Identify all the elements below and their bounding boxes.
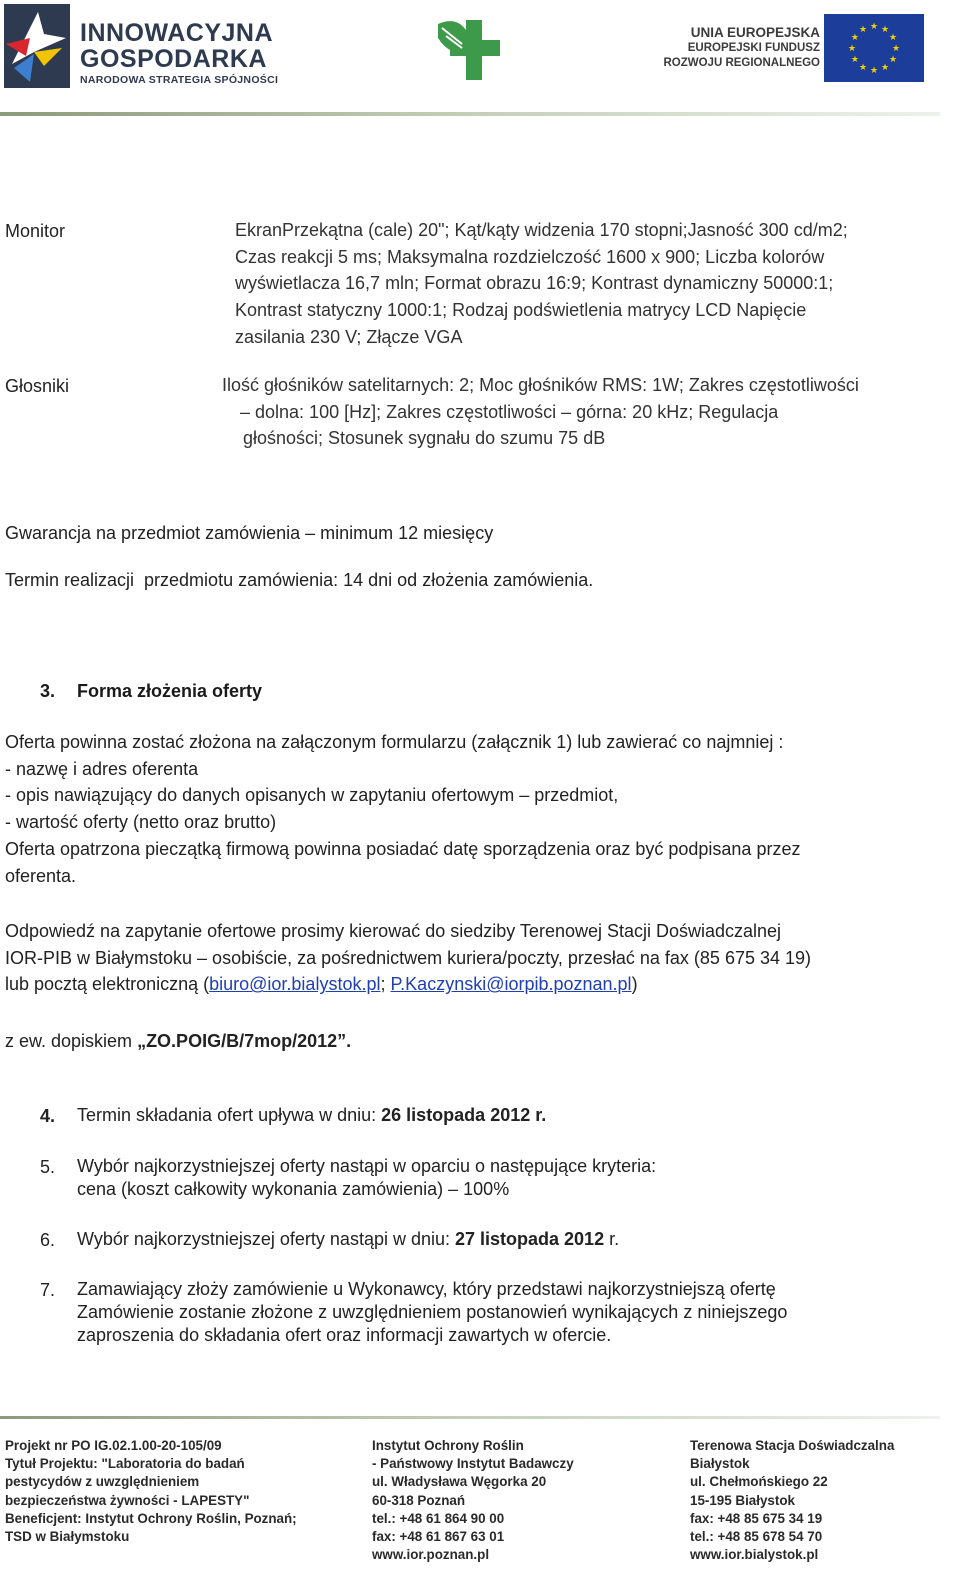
offer-line: oferenta. [5,865,77,886]
footer-line: 60-318 Poznań [372,1492,466,1508]
eu-star-icon: ★ [850,54,859,64]
eu-star-icon: ★ [880,62,890,73]
item-7-line: Zamawiający złoży zamówienie u Wykonawcy, który przedstawi najkorzystniejszą ofertę [77,1279,776,1299]
eu-flag-icon [824,14,924,82]
item-5-number: 5. [40,1157,56,1177]
footer-tsd-address [690,1437,950,1564]
footer-line: ul. Chełmońskiego 22 [690,1474,828,1490]
footer-line: Projekt nr PO IG.02.1.00-20-105/09 [5,1438,222,1453]
warranty-text: Gwarancja na przedmiot zamówienia – minimum 12 miesięcy [5,523,494,543]
item-7-line: Zamówienie zostanie złożone z uwzględnieniem postanowień wynikających z niniejszego [77,1302,788,1322]
footer-line: Białystok [690,1456,750,1472]
section-3-number: 3. [40,681,56,701]
eu-star-icon: ★ [858,62,868,73]
email-separator: ; [380,974,391,995]
item-4-text [77,1104,546,1127]
deadline-text: Termin realizacji przedmiotu zamówienia: 14 dni od złożenia zamówienia. [5,570,594,590]
reply-line: IOR-PIB w Białymstoku – osobiście, za pośrednictwem kuriera/poczty, przesłać na fax (85 675 34 19) [5,947,812,968]
eu-fund-line: EUROPEJSKI FUNDUSZ [687,42,820,54]
speakers-label: Głosniki [5,376,70,396]
monitor-spec [235,217,945,351]
item-5-text [77,1155,656,1201]
footer-line: Instytut Ochrony Roślin [372,1438,524,1453]
item-5-line: Wybór najkorzystniejszej oferty nastąpi w oparciu o następujące kryteria: [77,1156,657,1176]
monitor-spec-line: Kontrast statyczny 1000:1; Rodzaj podświetlenia matrycy LCD Napięcie [235,300,807,321]
speakers-spec-line: Ilość głośników satelitarnych: 2; Moc głośników RMS: 1W; Zakres częstotliwości [222,375,859,395]
footer-line: - Państwowy Instytut Badawczy [372,1456,574,1472]
monitor-spec-line: wyświetlacza 16,7 mln; Format obrazu 16:9; Kontrast dynamiczny 50000:1; [235,273,834,294]
footer-line: tel.: +48 85 678 54 70 [690,1529,823,1545]
speakers-spec [222,372,952,452]
footer-line: 15-195 Białystok [690,1492,795,1508]
ig-title-line1: INNOWACYJNA [80,19,274,47]
reply-close: ) [631,974,638,995]
footer-line: TSD w Białymstoku [5,1529,130,1545]
eu-star-icon: ★ [858,23,868,34]
footer-website[interactable]: www.ior.bialystok.pl [690,1547,819,1563]
section-3-title: Forma złożenia oferty [77,681,263,701]
footer-line: Terenowa Stacja Doświadczalna [690,1438,895,1453]
item-6-date: 27 listopada 2012 [455,1229,605,1249]
offer-form-paragraph [5,729,945,889]
ior-cross-logo-icon [432,14,504,86]
item-4-number: 4. [40,1106,56,1126]
reference-code: „ZO.POIG/B/7mop/2012”. [137,1031,352,1051]
footer-line: bezpieczeństwa żywności - LAPESTY" [5,1492,250,1508]
footer-divider [0,1416,940,1419]
monitor-spec-line: Czas reakcji 5 ms; Maksymalna rozdzielczość 1600 x 900; Liczba kolorów [235,246,825,267]
eu-star-icon: ★ [847,43,857,53]
footer-line: Tytuł Projektu: "Laboratoria do badań [5,1456,245,1472]
reply-line-prefix: lub pocztą elektroniczną ( [5,974,210,995]
speakers-spec-line: – dolna: 100 [Hz]; Zakres częstotliwości – górna: 20 kHz; Regulacja [240,401,779,422]
offer-line: - opis nawiązujący do danych opisanych w zapytaniu ofertowym – przedmiot, [5,785,619,806]
item-4-date: 26 listopada 2012 r. [381,1105,547,1125]
document-header [0,0,960,120]
eu-title: UNIA EUROPEJSKA [690,25,820,40]
item-5-line: cena (koszt całkowity wykonania zamówienia) – 100% [77,1179,510,1199]
reply-line: Odpowiedź na zapytanie ofertowe prosimy kierować do siedziby Terenowej Stacji Doświadczalnej [5,921,782,941]
reply-line-emails [5,971,945,998]
footer-line: fax: +48 85 675 34 19 [690,1510,823,1526]
reference-line [5,1031,351,1052]
eu-text-block [640,24,820,71]
footer-line: pestycydów z uwzględnieniem [5,1474,200,1490]
eu-star-icon: ★ [889,54,898,64]
item-7-line: zaproszenia do składania ofert oraz informacji zawartych w ofercie. [77,1325,612,1345]
eu-star-icon: ★ [891,43,901,53]
item-4-label: Termin składania ofert upływa w dniu: [77,1105,382,1125]
item-7-text [77,1278,787,1347]
speakers-spec-line: głośności; Stosunek sygnału do szumu 75 dB [243,428,606,449]
ig-subtitle: NARODOWA STRATEGIA SPÓJNOŚCI [80,74,279,86]
item-7-number: 7. [40,1280,56,1300]
header-divider [0,112,940,116]
footer-line: tel.: +48 61 864 90 00 [372,1510,505,1526]
eu-star-icon: ★ [880,23,890,34]
offer-line: - wartość oferty (netto oraz brutto) [5,812,277,833]
footer-website[interactable]: www.ior.poznan.pl [372,1547,490,1563]
item-6-label: Wybór najkorzystniejszej oferty nastąpi w dniu: [77,1229,455,1249]
reference-prefix: z ew. dopiskiem [5,1031,138,1051]
item-6-suffix: r. [604,1229,620,1249]
ig-title-line2: GOSPODARKA [80,45,267,73]
footer-line: Beneficjent: Instytut Ochrony Roślin, Poznań; [5,1510,297,1526]
eu-star-icon: ★ [869,21,879,31]
email-link-poznan[interactable]: P.Kaczynski@iorpib.poznan.pl [390,974,632,995]
item-6-text [77,1228,619,1251]
footer-line: ul. Władysława Węgorka 20 [372,1474,547,1490]
footer-line: fax: +48 61 867 63 01 [372,1529,505,1545]
innowacyjna-gospodarka-text [80,20,278,86]
monitor-label: Monitor [5,221,66,241]
email-link-bialystok[interactable]: biuro@ior.bialystok.pl [209,974,381,995]
offer-line: Oferta powinna zostać złożona na załączonym formularzu (załącznik 1) lub zawierać co najmniej : [5,732,784,752]
eu-regional-line: ROZWOJU REGIONALNEGO [663,57,820,69]
innowacyjna-gospodarka-logo-icon [4,4,70,88]
eu-star-icon: ★ [889,32,898,42]
eu-star-icon: ★ [850,32,859,42]
footer-project-info [5,1437,355,1546]
footer-ior-address [372,1437,672,1564]
offer-line: - nazwę i adres oferenta [5,758,199,779]
item-6-number: 6. [40,1230,56,1250]
offer-line: Oferta opatrzona pieczątką firmową powinna posiadać datę sporządzenia oraz być podpisana przez [5,838,801,859]
eu-star-icon: ★ [869,65,879,75]
monitor-spec-line: EkranPrzekątna (cale) 20"; Kąt/kąty widzenia 170 stopni;Jasność 300 cd/m2; [235,220,848,240]
monitor-spec-line: zasilania 230 V; Złącze VGA [235,326,463,347]
reply-paragraph [5,918,945,998]
